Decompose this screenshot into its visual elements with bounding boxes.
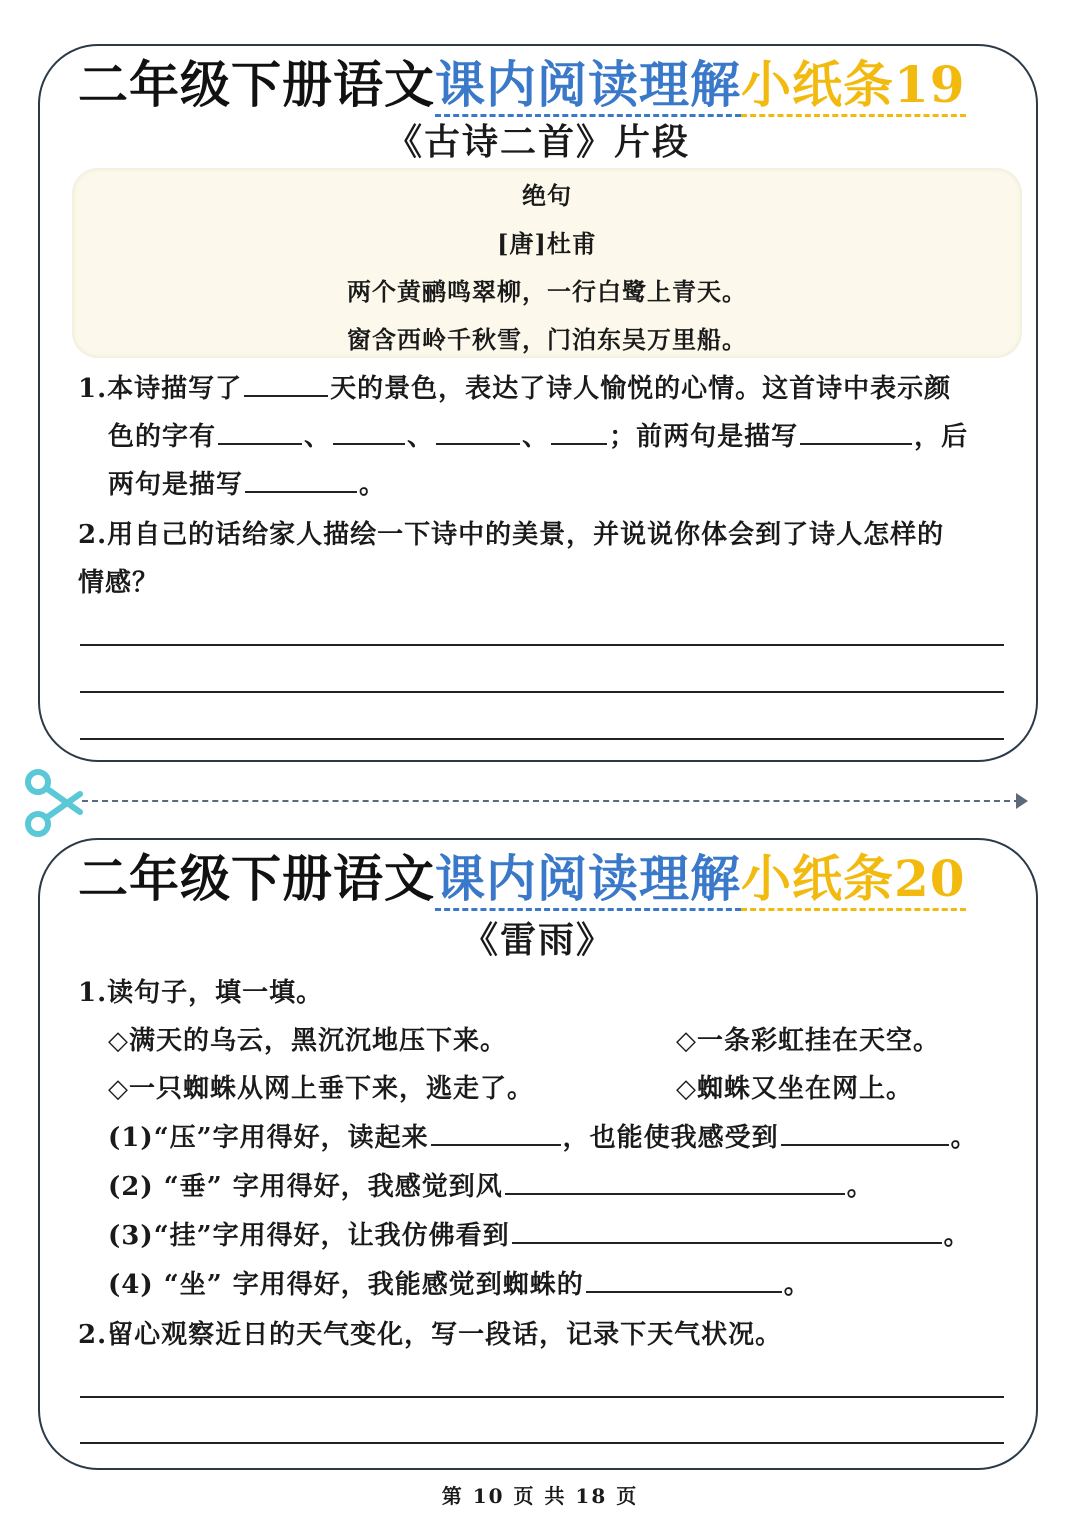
blank-color-4[interactable] (551, 419, 607, 445)
poem-line-2: 窗含西岭千秋雪，门泊东吴万里船。 (347, 325, 747, 354)
subquestion-4: (4) “坐” 字用得好，我能感觉到蜘蛛的 。 (108, 1264, 811, 1301)
blank-season[interactable] (244, 371, 328, 397)
poem-box (72, 168, 1022, 358)
blank-read-feel[interactable] (431, 1120, 561, 1146)
question-2-line-2: 情感？ (78, 568, 160, 598)
card-title (78, 54, 1006, 116)
answer-line[interactable] (80, 691, 1004, 693)
question-1-line-2: 色的字有 、 、 、 ；前两句是描写 ，后 (108, 416, 968, 453)
card-19 (38, 44, 1038, 762)
title-note-number: 小纸条20 (741, 849, 966, 911)
subquestion-2: (2) “垂” 字用得好，我感觉到风 。 (108, 1166, 874, 1203)
question-2: 2.留心观察近日的天气变化，写一段话，记录下天气状况。 (78, 1320, 783, 1350)
answer-line[interactable] (80, 644, 1004, 646)
sentence-2: ◇一条彩虹挂在天空。 (676, 1026, 940, 1056)
question-1-line-3: 两句是描写 。 (108, 464, 386, 501)
blank-color-2[interactable] (333, 419, 405, 445)
sentence-1: ◇满天的乌云，黑沉沉地压下来。 (108, 1026, 507, 1056)
title-note-number: 小纸条19 (741, 55, 966, 117)
card-title (78, 848, 1006, 910)
question-1-line-1: 1.本诗描写了 天的景色，表达了诗人愉悦的心情。这首诗中表示颜 (78, 368, 951, 405)
blank-color-1[interactable] (218, 419, 302, 445)
title-reading: 课内阅读理解 (435, 55, 741, 117)
title-grade: 二年级下册语文 (78, 55, 435, 114)
blank-first-lines[interactable] (800, 419, 912, 445)
blank-last-lines[interactable] (245, 467, 357, 493)
sentence-3: ◇一只蜘蛛从网上垂下来，逃走了。 (108, 1074, 534, 1104)
poem-line-1: 两个黄鹂鸣翠柳，一行白鹭上青天。 (347, 277, 747, 306)
title-reading: 课内阅读理解 (435, 849, 741, 911)
blank-spider[interactable] (586, 1267, 782, 1293)
answer-line[interactable] (80, 1396, 1004, 1398)
poem-author: [唐]杜甫 (497, 229, 597, 258)
poem-title: 绝句 (522, 181, 572, 210)
answer-line[interactable] (80, 738, 1004, 740)
sentence-4: ◇蜘蛛又坐在网上。 (676, 1074, 913, 1104)
cut-line (24, 768, 1034, 838)
section-subtitle: 《雷雨》 (461, 919, 614, 961)
answer-line[interactable] (80, 1442, 1004, 1444)
blank-feel[interactable] (781, 1120, 949, 1146)
blank-wind[interactable] (505, 1169, 845, 1195)
title-grade: 二年级下册语文 (78, 849, 435, 908)
blank-see[interactable] (512, 1218, 942, 1244)
arrow-head-icon (1016, 793, 1028, 809)
card-20 (38, 838, 1038, 1470)
scissors-icon (24, 768, 84, 838)
question-1-heading: 1.读句子，填一填。 (78, 978, 324, 1008)
dashed-line (82, 800, 1020, 802)
section-subtitle: 《古诗二首》片段 (385, 121, 690, 163)
subquestion-3: (3)“挂”字用得好，让我仿佛看到 。 (108, 1215, 971, 1252)
question-2-line-1: 2.用自己的话给家人描绘一下诗中的美景，并说说你体会到了诗人怎样的 (78, 520, 945, 550)
page-footer: 第 10 页 共 18 页 (441, 1484, 639, 1508)
subquestion-1: (1)“压”字用得好，读起来 ，也能使我感受到 。 (108, 1117, 978, 1154)
blank-color-3[interactable] (436, 419, 520, 445)
